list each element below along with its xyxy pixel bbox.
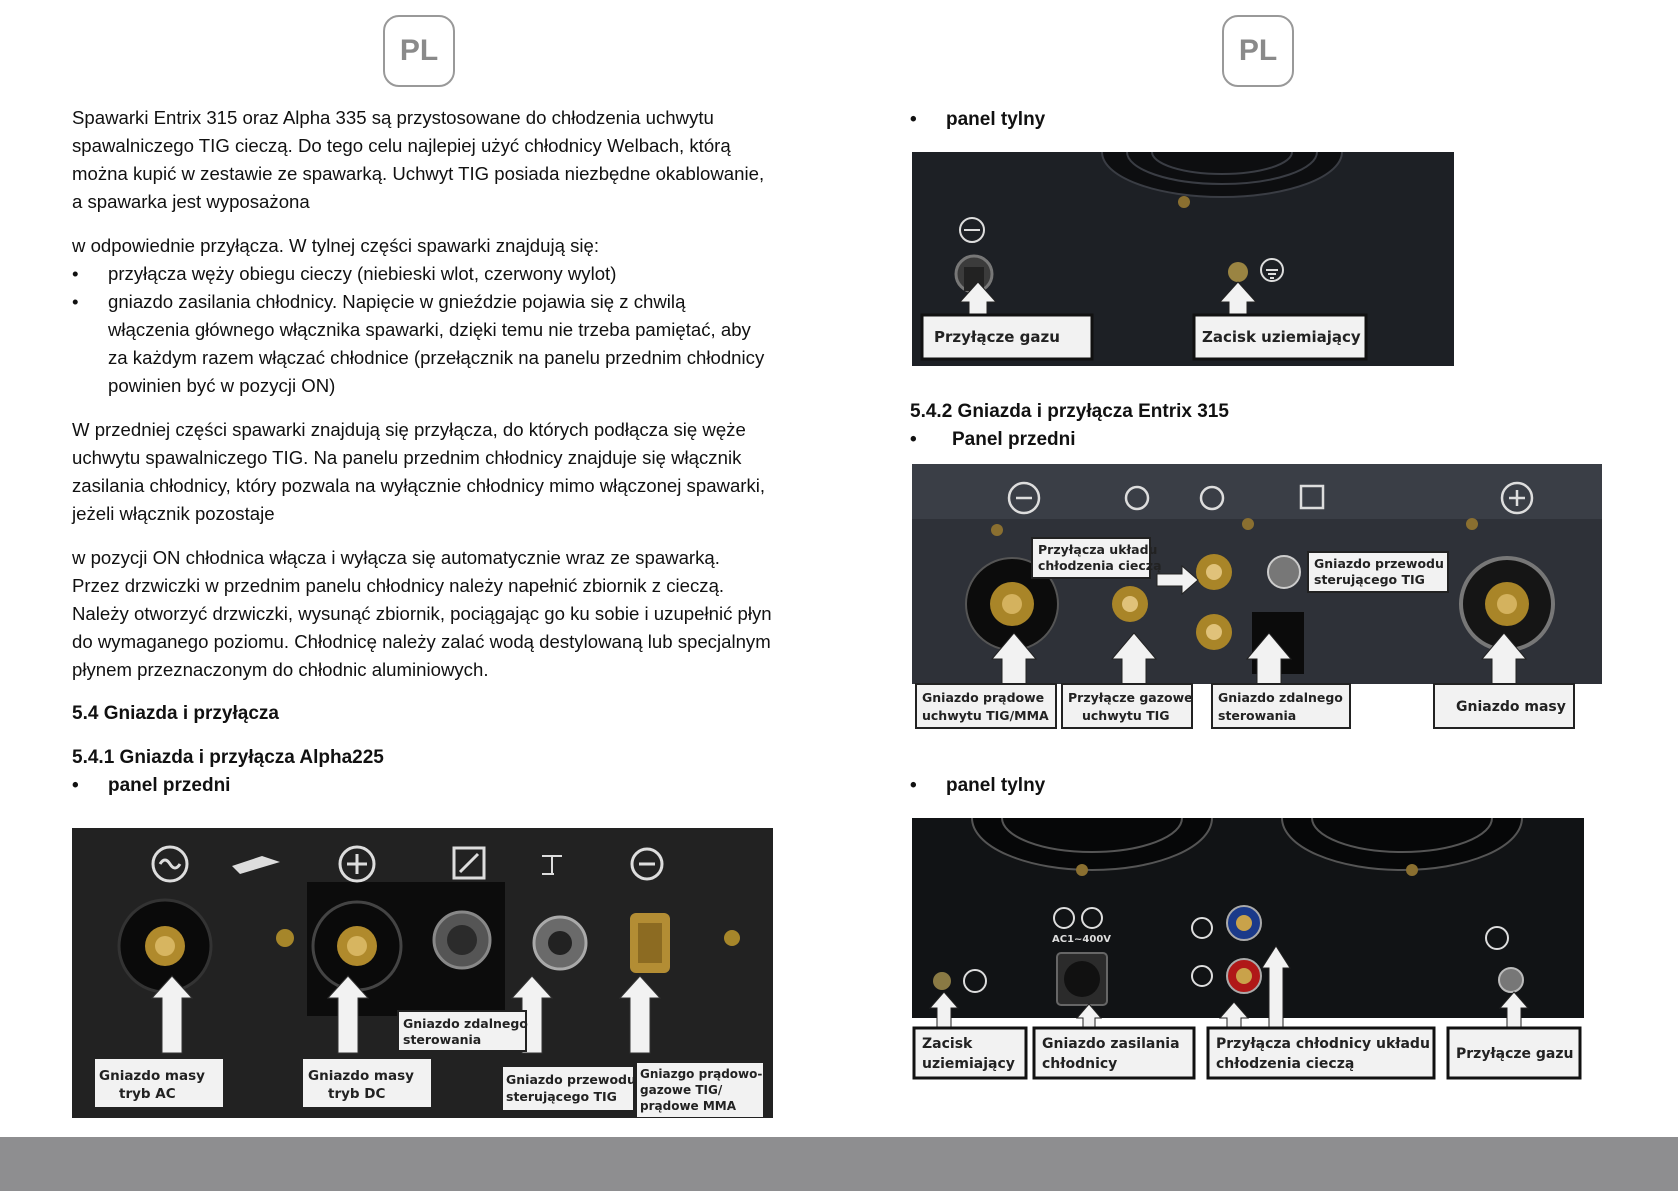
page-footer-bar [0,1137,1678,1191]
label-gniazdo-masy-dc-line2: tryb DC [328,1086,386,1102]
label-cooler-power-socket-line2: chłodnicy [1042,1056,1118,1072]
bullet-front-panel: • panel przedni [72,772,772,800]
section-heading-5-4-2: 5.4.2 Gniazda i przyłącza Entrix 315 [910,401,1229,422]
label-remote: Gniazdo zdalnego [403,1016,528,1031]
paragraph-coolant: w pozycji ON chłodnica włącza i wyłącza się automatycznie wraz ze spawarką. Przez drzwiczki w przednim panelu chłodnicy należy napełnić zbiornik z cieczą. Należy otworzyć drzwiczki, wysunąć zbiornik, pociągając go ku sobie i uzupełnić płyn do wymaganego poziomu. Chłodnicę należy zalać wodą destylowaną lub specjalnym płynem przeznaczonym do chłodnic aluminiowych. [72,547,772,680]
language-badge-left: PL [383,15,455,87]
label-gas-inlet-rear: Przyłącze gazu [1456,1046,1574,1062]
label-tig-control: Gniazdo przewodu [506,1072,636,1087]
left-column [72,104,772,800]
paragraph-rear-intro: w odpowiednie przyłącza. W tylnej części spawarki znajdują się: [72,235,600,256]
bullet-rear-panel-1: • panel tylny [910,106,1045,134]
label-power-gas: Gniazgo prądowo- [640,1067,763,1081]
label-gas-connector: Przyłącze gazowe [1068,690,1193,705]
section-heading-5-4-1: 5.4.1 Gniazda i przyłącza Alpha225 [72,747,384,768]
label-cooler-connections: Przyłącza chłodnicy układu [1216,1036,1430,1052]
rear-connections-list [72,260,772,400]
label-ground-clamp-rear: Zacisk [922,1036,973,1052]
label-ground-socket: Gniazdo masy [1456,699,1566,715]
label-gas-connector-line2: uchwytu TIG [1082,708,1170,723]
label-cooler-power-socket: Gniazdo zasilania [1042,1036,1180,1052]
label-tig-control-socket: Gniazdo przewodu [1314,556,1444,571]
language-badge-right: PL [1222,15,1294,87]
label-power-socket: Gniazdo prądowe [922,690,1045,705]
label-power-gas-line3: prądowe MMA [640,1099,737,1113]
bullet-front-panel-entrix: • Panel przedni [910,426,1076,454]
label-gniazdo-masy-dc: Gniazdo masy [308,1068,414,1084]
label-ground-clamp-rear-line2: uziemiający [922,1056,1015,1072]
photo-entrix315-front-panel [912,464,1602,748]
photo-entrix315-rear-panel [912,818,1584,1090]
label-remote-socket: Gniazdo zdalnego [1218,690,1343,705]
label-power-socket-line2: uchwytu TIG/MMA [922,708,1049,723]
label-tig-control-line2: sterującego TIG [506,1089,617,1104]
section-heading-5-4: 5.4 Gniazda i przyłącza [72,703,279,724]
label-power-gas-line2: gazowe TIG/ [640,1083,723,1097]
label-gniazdo-masy-ac: Gniazdo masy [99,1068,205,1084]
paragraph-front: W przedniej części spawarki znajdują się przyłącza, do których podłącza się węże uchwytu spawalniczego TIG. Na panelu przednim chłodnicy znajduje się włącznik zasilania chłodnicy, który pozwala na wyłącznie chłodnicy mimo włączonej spawarki, jeżeli włącznik pozostaje [72,419,766,524]
list-item: • gniazdo zasilania chłodnicy. Napięcie w gnieździe pojawia się z chwilą włączenia głównego włącznika spawarki, dzięki temu nie trzeba pamiętać, aby za każdym razem włączać chłodnice (przełącznik na panelu przednim chłodnicy powinien być w pozycji ON) [72,288,772,400]
rear-panel-voltage-label: AC1~400V [1052,934,1112,945]
label-remote-socket-line2: sterowania [1218,708,1297,723]
label-remote-line2: sterowania [403,1032,482,1047]
bullet-rear-panel-2: • panel tylny [910,772,1045,800]
label-tig-control-socket-line2: sterującego TIG [1314,572,1425,587]
label-gas-inlet: Przyłącze gazu [934,328,1060,346]
paragraph-intro: Spawarki Entrix 315 oraz Alpha 335 są przystosowane do chłodzenia uchwytu spawalniczego TIG cieczą. Do tego celu najlepiej użyć chłodnicy Welbach, którą można kupić w zestawie ze spawarką. Uchwyt TIG posiada niezbędne okablowanie, a spawarka jest wyposażona [72,107,765,212]
label-ground-clamp: Zacisk uziemiający [1202,328,1361,346]
label-gniazdo-masy-ac-line2: tryb AC [119,1086,176,1102]
photo-alpha225-front-panel [72,828,773,1118]
list-item: • przyłącza węży obiegu cieczy (niebieski wlot, czerwony wylot) [72,260,772,288]
photo-alpha225-rear-panel [912,152,1454,366]
label-coolant-connections-line2: chłodzenia cieczą [1038,558,1162,573]
label-cooler-connections-line2: chłodzenia cieczą [1216,1056,1355,1072]
label-coolant-connections: Przyłącza układu [1038,542,1158,557]
